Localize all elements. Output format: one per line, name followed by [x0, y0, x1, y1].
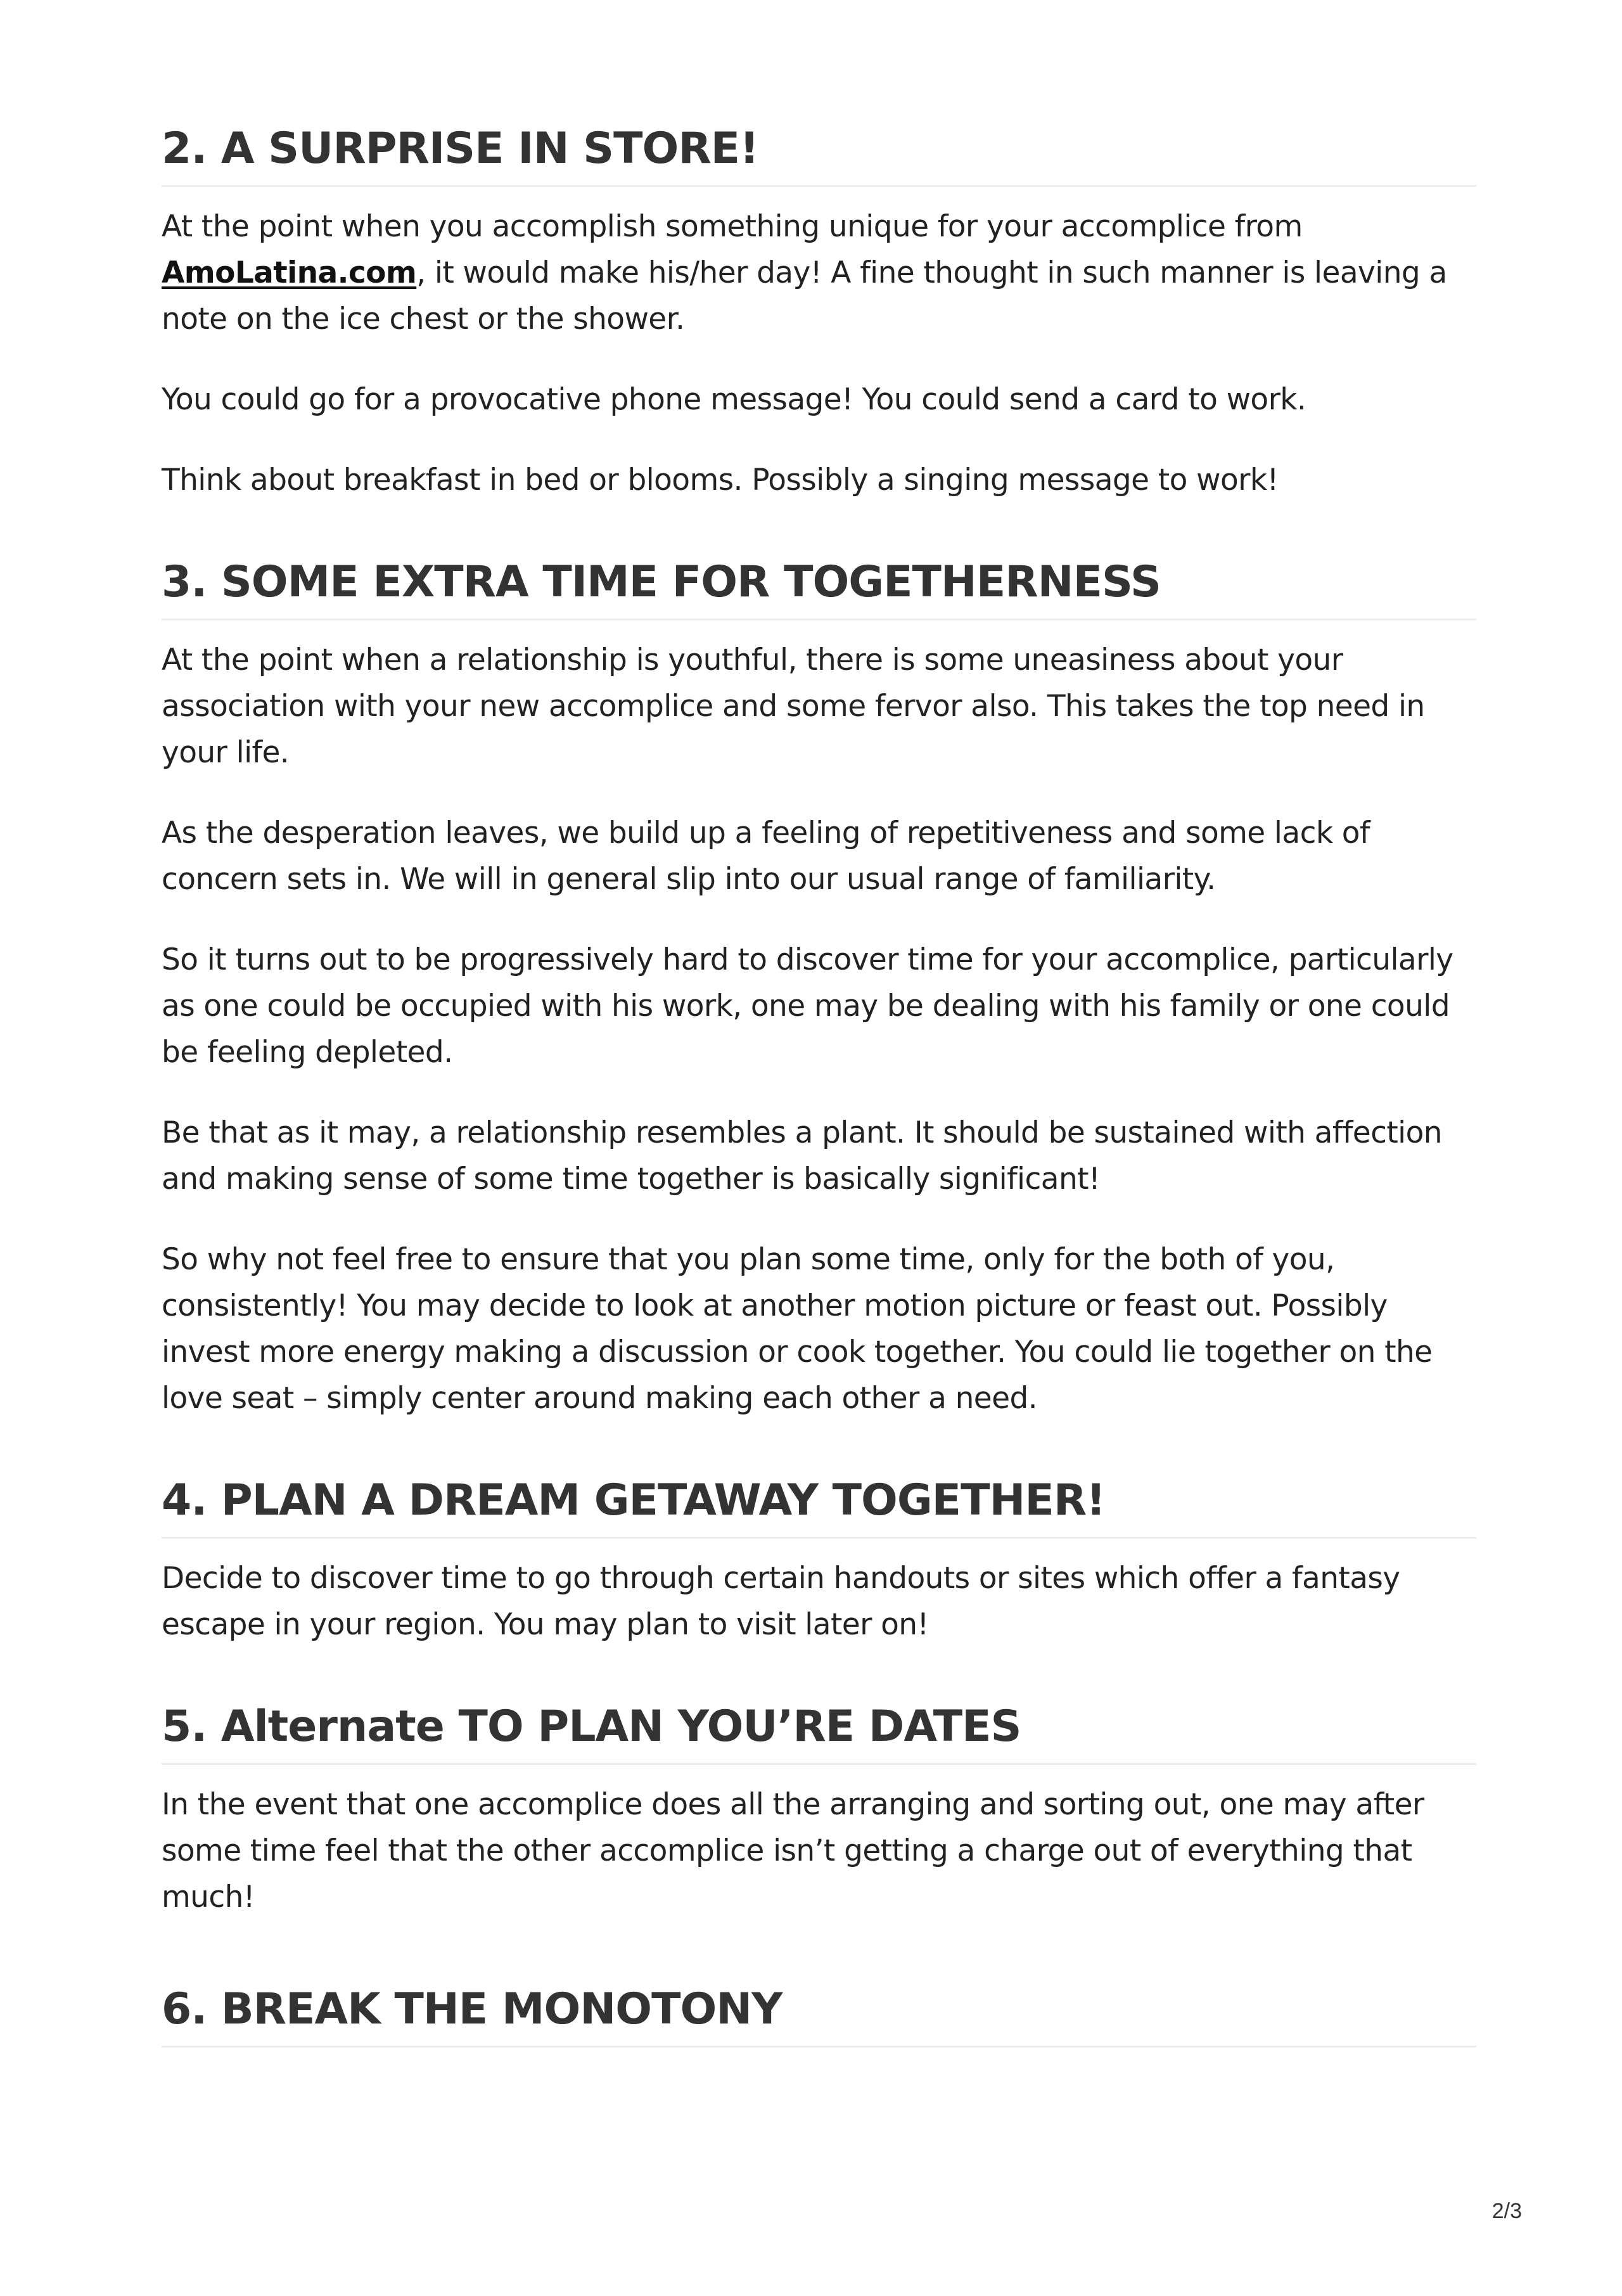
paragraph-text: , it would make his/her day! A fine thought in such manner is leaving a note on the ice chest or the shower.: [162, 255, 1447, 337]
paragraph: You could go for a provocative phone message! You could send a card to work.: [162, 382, 1306, 417]
section-surprise: [162, 120, 1476, 503]
document-page: [162, 0, 1476, 2048]
paragraph: So why not feel free to ensure that you plan some time, only for the both of you, consistently! You may decide to look at another motion picture or feast out. Possibly invest more energy making a discussion or cook together. You could lie together on the love seat – simply center around making each other a need.: [162, 1242, 1433, 1416]
paragraph: Decide to discover time to go through certain handouts or sites which offer a fantasy escape in your region. You may plan to visit later on!: [162, 1561, 1400, 1642]
paragraph: Think about breakfast in bed or blooms. Possibly a singing message to work!: [162, 463, 1279, 497]
paragraph: Be that as it may, a relationship resembles a plant. It should be sustained with affection and making sense of some time together is basically significant!: [162, 1115, 1442, 1196]
page-number: 2/3: [1491, 2199, 1522, 2223]
section-dream-getaway: [162, 1472, 1476, 1648]
paragraph: In the event that one accomplice does all the arranging and sorting out, one may after some time feel that the other accomplice isn’t getting a charge out of everything that much!: [162, 1787, 1424, 1914]
paragraph: [162, 203, 1476, 342]
section-alternate-dates: [162, 1698, 1476, 1920]
amolatina-link[interactable]: AmoLatina.com: [162, 255, 417, 290]
paragraph: As the desperation leaves, we build up a feeling of repetitiveness and some lack of concern sets in. We will in general slip into our usual range of familiarity.: [162, 816, 1370, 897]
section-heading: 6. BREAK THE MONOTONY: [162, 1981, 1476, 2048]
section-togetherness: [162, 554, 1476, 1421]
paragraph: So it turns out to be progressively hard to discover time for your accomplice, particularly as one could be occupied with his work, one may be dealing with his family or one could be feeling depleted.: [162, 942, 1453, 1070]
section-break-monotony: [162, 1981, 1476, 2048]
paragraph-text: At the point when you accomplish something unique for your accomplice from: [162, 209, 1303, 244]
section-heading: 5. Alternate TO PLAN YOU’RE DATES: [162, 1698, 1476, 1765]
paragraph: At the point when a relationship is youthful, there is some uneasiness about your association with your new accomplice and some fervor also. This takes the top need in your life.: [162, 643, 1425, 770]
section-heading: 4. PLAN A DREAM GETAWAY TOGETHER!: [162, 1472, 1476, 1539]
section-heading: 3. SOME EXTRA TIME FOR TOGETHERNESS: [162, 554, 1476, 620]
section-heading: 2. A SURPRISE IN STORE!: [162, 120, 1476, 187]
